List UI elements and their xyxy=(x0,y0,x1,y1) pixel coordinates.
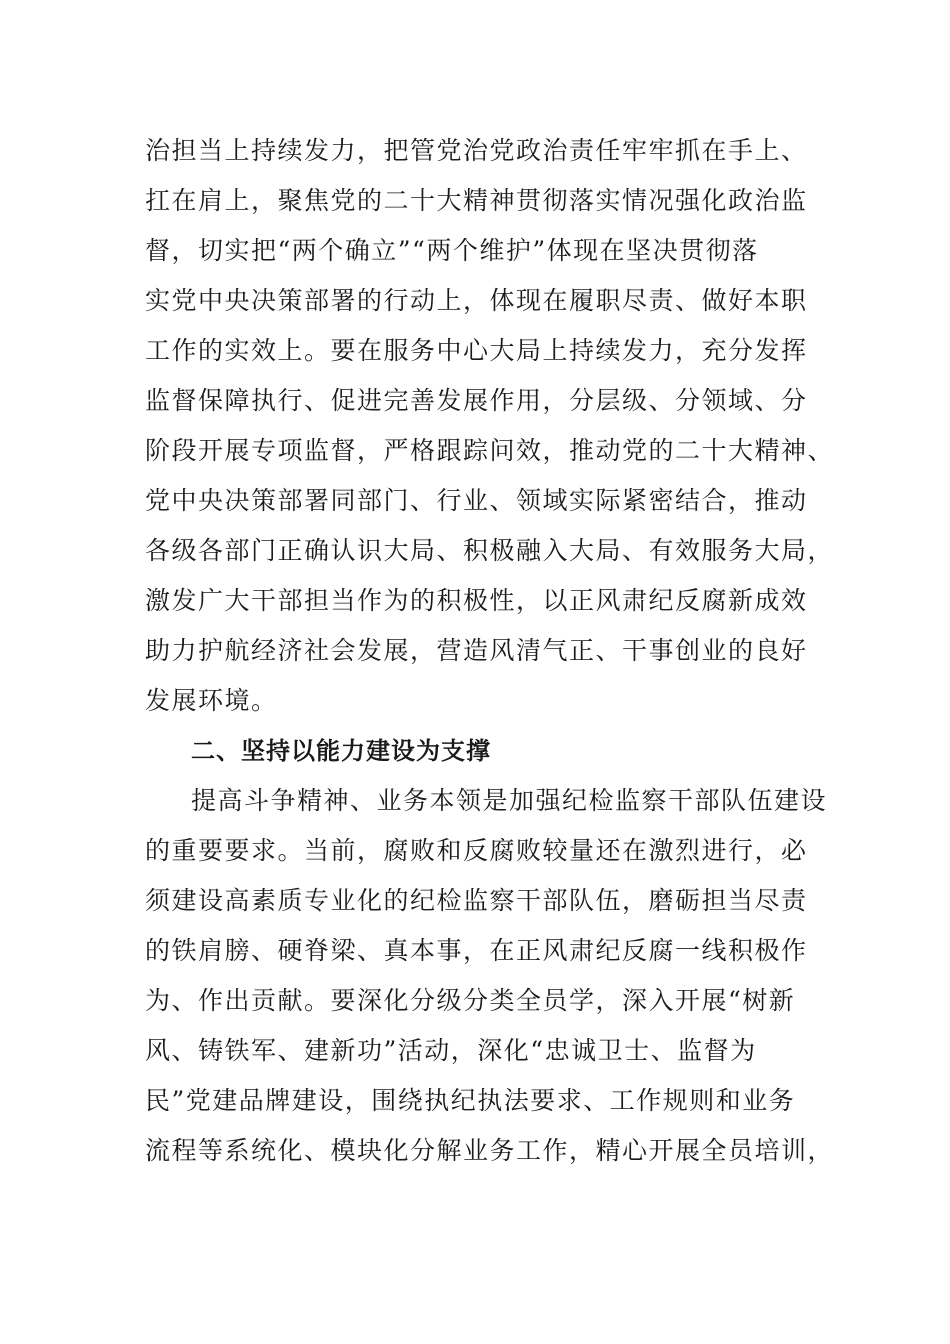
text-line: 工作的实效上。要在服务中心大局上持续发力，充分发挥 xyxy=(145,336,808,365)
text-line: 阶段开展专项监督，严格跟踪问效，推动党的二十大精神、 xyxy=(145,436,835,465)
text-line: 监督保障执行、促进完善发展作用，分层级、分领域、分 xyxy=(145,386,808,415)
text-line: 的重要要求。当前，腐败和反腐败较量还在激烈进行，必 xyxy=(145,836,808,865)
text-line: 治担当上持续发力，把管党治党政治责任牢牢抓在手上、 xyxy=(145,136,808,165)
text-line: 激发广大干部担当作为的积极性，以正风肃纪反腐新成效 xyxy=(145,586,808,615)
paragraph-1 xyxy=(145,126,835,726)
section-heading: 二、坚持以能力建设为支撑 xyxy=(191,737,491,765)
document-body xyxy=(145,126,835,1176)
text-line: 的铁肩膀、硬脊梁、真本事，在正风肃纪反腐一线积极作 xyxy=(145,936,808,965)
text-line: 风、铸铁军、建新功”活动，深化“忠诚卫士、监督为 xyxy=(145,1036,757,1065)
paragraph-2 xyxy=(145,776,835,1176)
text-line: 督，切实把“两个确立”“两个维护”体现在坚决贯彻落 xyxy=(145,236,759,265)
text-line: 须建设高素质专业化的纪检监察干部队伍，磨砺担当尽责 xyxy=(145,886,808,915)
text-line: 实党中央决策部署的行动上，体现在履职尽责、做好本职 xyxy=(145,286,808,315)
text-line: 扛在肩上，聚焦党的二十大精神贯彻落实情况强化政治监 xyxy=(145,186,808,215)
text-line: 提高斗争精神、业务本领是加强纪检监察干部队伍建设 xyxy=(191,786,828,815)
text-line: 民”党建品牌建设，围绕执纪执法要求、工作规则和业务 xyxy=(145,1086,796,1115)
text-line: 各级各部门正确认识大局、积极融入大局、有效服务大局， xyxy=(145,536,835,565)
text-line: 党中央决策部署同部门、行业、领域实际紧密结合，推动 xyxy=(145,486,808,515)
text-line: 助力护航经济社会发展，营造风清气正、干事创业的良好 xyxy=(145,636,808,665)
text-line: 为、作出贡献。要深化分级分类全员学，深入开展“树新 xyxy=(145,986,796,1015)
text-line: 发展环境。 xyxy=(145,686,278,715)
text-line: 流程等系统化、模块化分解业务工作，精心开展全员培训， xyxy=(145,1136,835,1165)
